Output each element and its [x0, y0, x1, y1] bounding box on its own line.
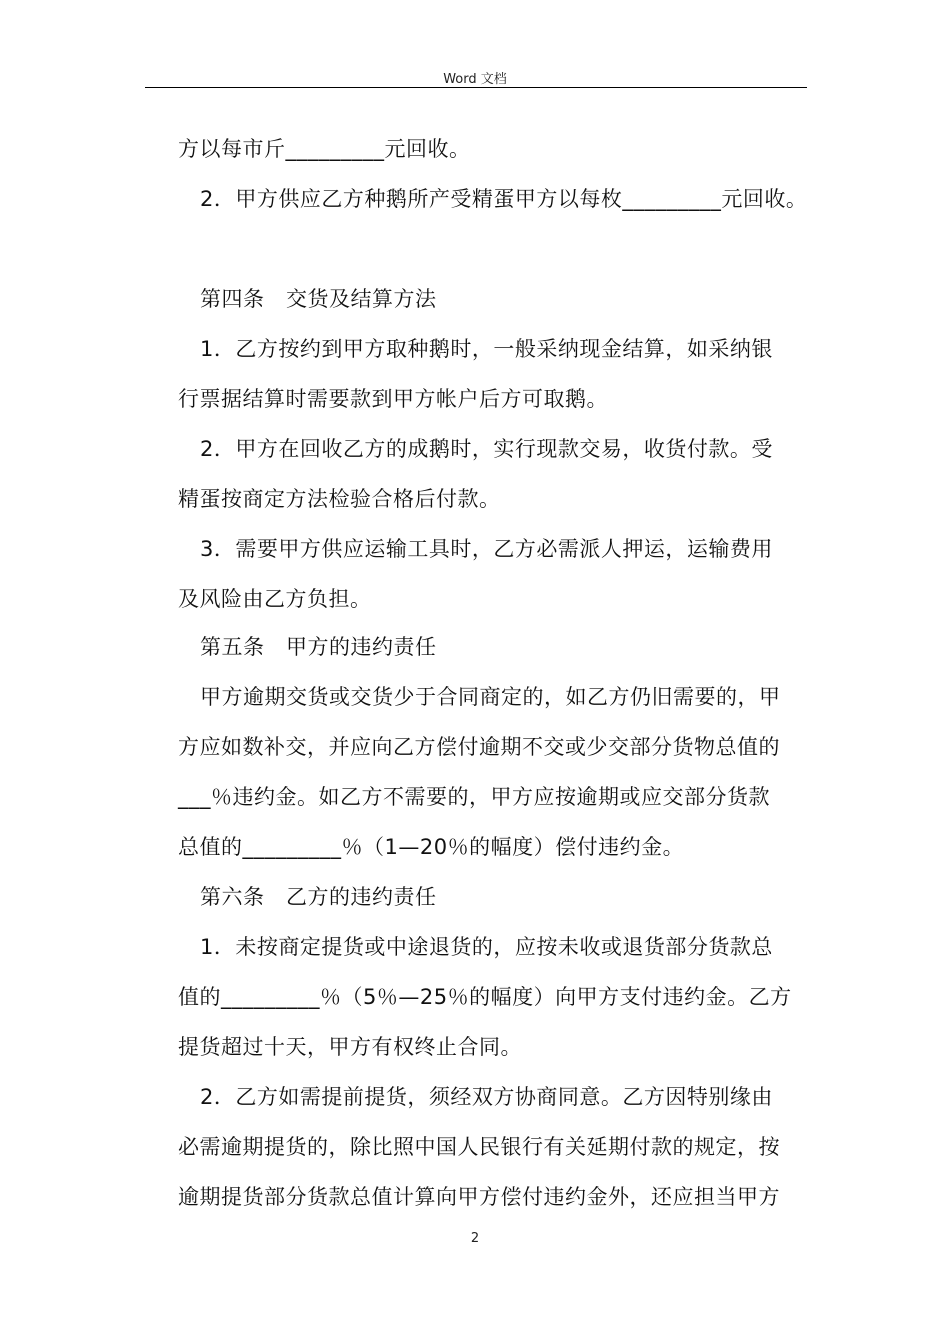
body-line: 甲方逾期交货或交货少于合同商定的，如乙方仍旧需要的，甲: [200, 685, 781, 709]
body-line: 方以每市斤_________元回收。: [178, 137, 471, 161]
body-line: 2．甲方在回收乙方的成鹅时，实行现款交易，收货付款。受: [200, 437, 773, 461]
body-line: 2．乙方如需提前提货，须经双方协商同意。乙方因特别缘由: [200, 1085, 773, 1109]
page-number: 2: [470, 1231, 480, 1246]
body-line: 逾期提货部分货款总值计算向甲方偿付违约金外，还应担当甲方: [178, 1185, 780, 1209]
body-line: 行票据结算时需要款到甲方帐户后方可取鹅。: [178, 387, 608, 411]
body-line: 值的_________％（5％—25％的幅度）向甲方支付违约金。乙方: [178, 985, 792, 1009]
body-line: 3．需要甲方供应运输工具时，乙方必需派人押运，运输费用: [200, 537, 773, 561]
section-heading: 第六条 乙方的违约责任: [200, 885, 437, 909]
page-header-label: Word 文档: [443, 72, 507, 87]
section-heading: 第五条 甲方的违约责任: [200, 635, 437, 659]
body-line: ___％违约金。如乙方不需要的，甲方应按逾期或应交部分货款: [178, 785, 770, 809]
body-line: 及风险由乙方负担。: [178, 587, 372, 611]
body-line: 1．未按商定提货或中途退货的，应按未收或退货部分货款总: [200, 935, 773, 959]
header-rule: [145, 87, 807, 88]
body-line: 1．乙方按约到甲方取种鹅时，一般采纳现金结算，如采纳银: [200, 337, 773, 361]
body-line: 2．甲方供应乙方种鹅所产受精蛋甲方以每枚_________元回收。: [200, 187, 808, 211]
section-heading: 第四条 交货及结算方法: [200, 287, 437, 311]
body-line: 方应如数补交，并应向乙方偿付逾期不交或少交部分货物总值的: [178, 735, 780, 759]
body-line: 精蛋按商定方法检验合格后付款。: [178, 487, 501, 511]
body-line: 总值的_________％（1—20％的幅度）偿付违约金。: [178, 835, 685, 859]
body-line: 提货超过十天，甲方有权终止合同。: [178, 1035, 522, 1059]
body-line: 必需逾期提货的，除比照中国人民银行有关延期付款的规定，按: [178, 1135, 780, 1159]
